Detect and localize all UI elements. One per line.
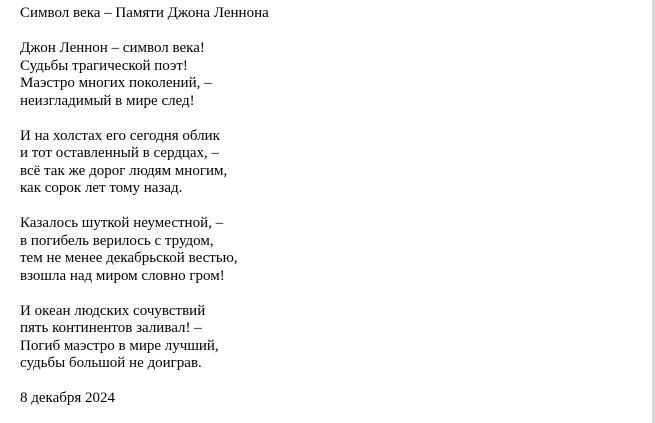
poem-line: всё так же дорог людям многим, [20, 162, 228, 179]
poem-line: как сорок лет тому назад. [20, 180, 183, 196]
poem-line: пять континентов заливал! – [20, 320, 202, 336]
poem-line: тем не менее декабрьской вестью, [20, 250, 238, 266]
poem-line: неизгладимый в мире след! [20, 92, 195, 109]
poem-line: Маэстро многих поколений, – [20, 75, 212, 91]
poem-line: судьбы большой не доиграв. [20, 355, 202, 371]
poem-title: Символ века – Памяти Джона Леннона [20, 5, 269, 21]
poem-line: И океан людских сочувствий [20, 302, 206, 319]
stanza-3 [20, 215, 630, 285]
stanza-2 [20, 128, 630, 198]
poem-line: Казалось шуткой неуместной, – [20, 215, 224, 231]
poem-line: взошла над миром словно гром! [20, 267, 225, 284]
poem-date: 8 декабря 2024 [20, 390, 116, 406]
poem-line: И на холстах его сегодня облик [20, 127, 220, 144]
poem-line: Погиб маэстро в мире лучший, [20, 337, 219, 354]
poem-line: Судьбы трагической поэт! [20, 57, 188, 74]
stanza-4 [20, 303, 630, 373]
poem-line: Джон Леннон – символ века! [20, 40, 205, 56]
poem-line: в погибель верилось с трудом, [20, 232, 214, 249]
stanza-1 [20, 40, 630, 110]
poem-line: и тот оставленный в сердцах, – [20, 145, 220, 161]
document-body [20, 5, 630, 408]
